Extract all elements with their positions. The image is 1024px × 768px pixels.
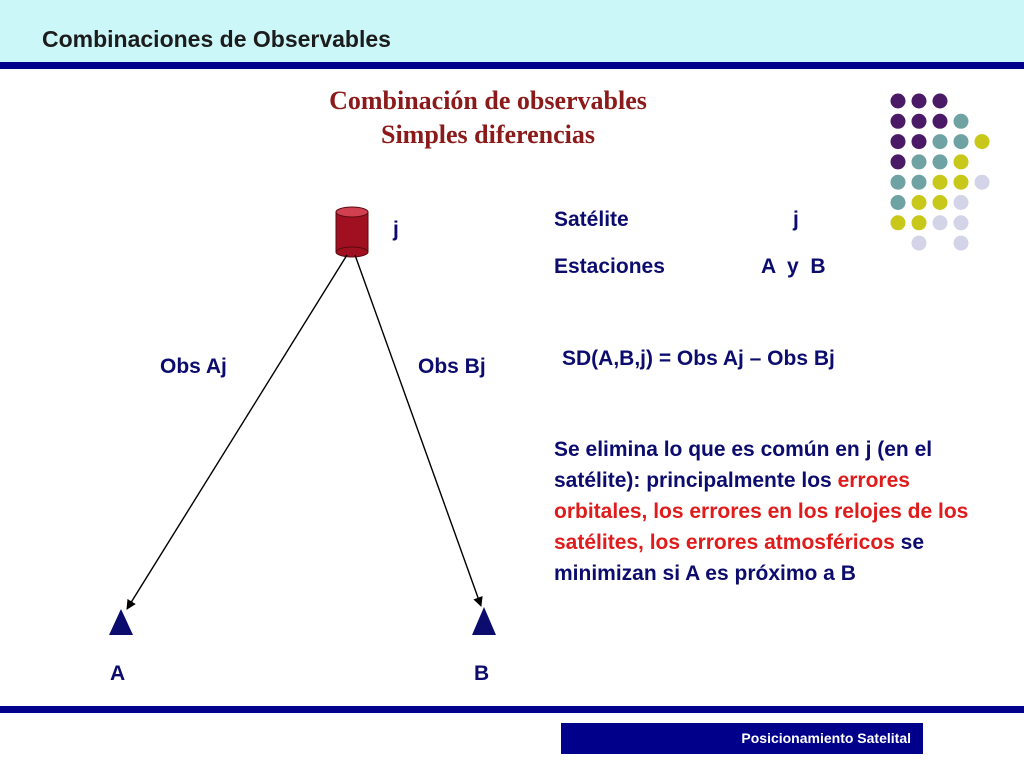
- station-b-label: B: [474, 662, 490, 685]
- obs-b-label: Obs Bj: [418, 355, 486, 378]
- slide-title-line-1: Combinación de observables: [329, 86, 647, 115]
- footer-divider: [0, 706, 1024, 713]
- station-a-icon: [109, 609, 133, 635]
- observation-line-a: [127, 255, 347, 609]
- explanation-highlight: errores orbitales, los errores en los relojes de los satélites, los errores atmosféricos: [554, 469, 969, 554]
- observation-line-b: [355, 255, 481, 606]
- station-a-label: A: [110, 662, 126, 685]
- explanation-paragraph: [554, 434, 974, 589]
- stations-info-label: Estaciones: [554, 255, 665, 278]
- footer-label: Posicionamiento Satelital: [561, 723, 923, 754]
- obs-a-label: Obs Aj: [160, 355, 227, 378]
- satellite-info-label: Satélite: [554, 208, 629, 231]
- satellite-label: j: [393, 218, 399, 241]
- explanation-text-2: se minimizan si A es próximo a B: [554, 531, 925, 585]
- explanation-text-1: Se elimina lo que es común en j (en el satélite): principalmente los: [554, 438, 933, 492]
- station-b-icon: [472, 607, 496, 635]
- slide-title-line-2: Simples diferencias: [380, 120, 596, 149]
- header-title: Combinaciones de Observables: [42, 26, 391, 52]
- satellite-icon: [336, 207, 368, 257]
- single-difference-formula: SD(A,B,j) = Obs Aj – Obs Bj: [562, 347, 835, 370]
- stations-info-value: A y B: [761, 255, 826, 278]
- satellite-info-value: j: [793, 208, 799, 231]
